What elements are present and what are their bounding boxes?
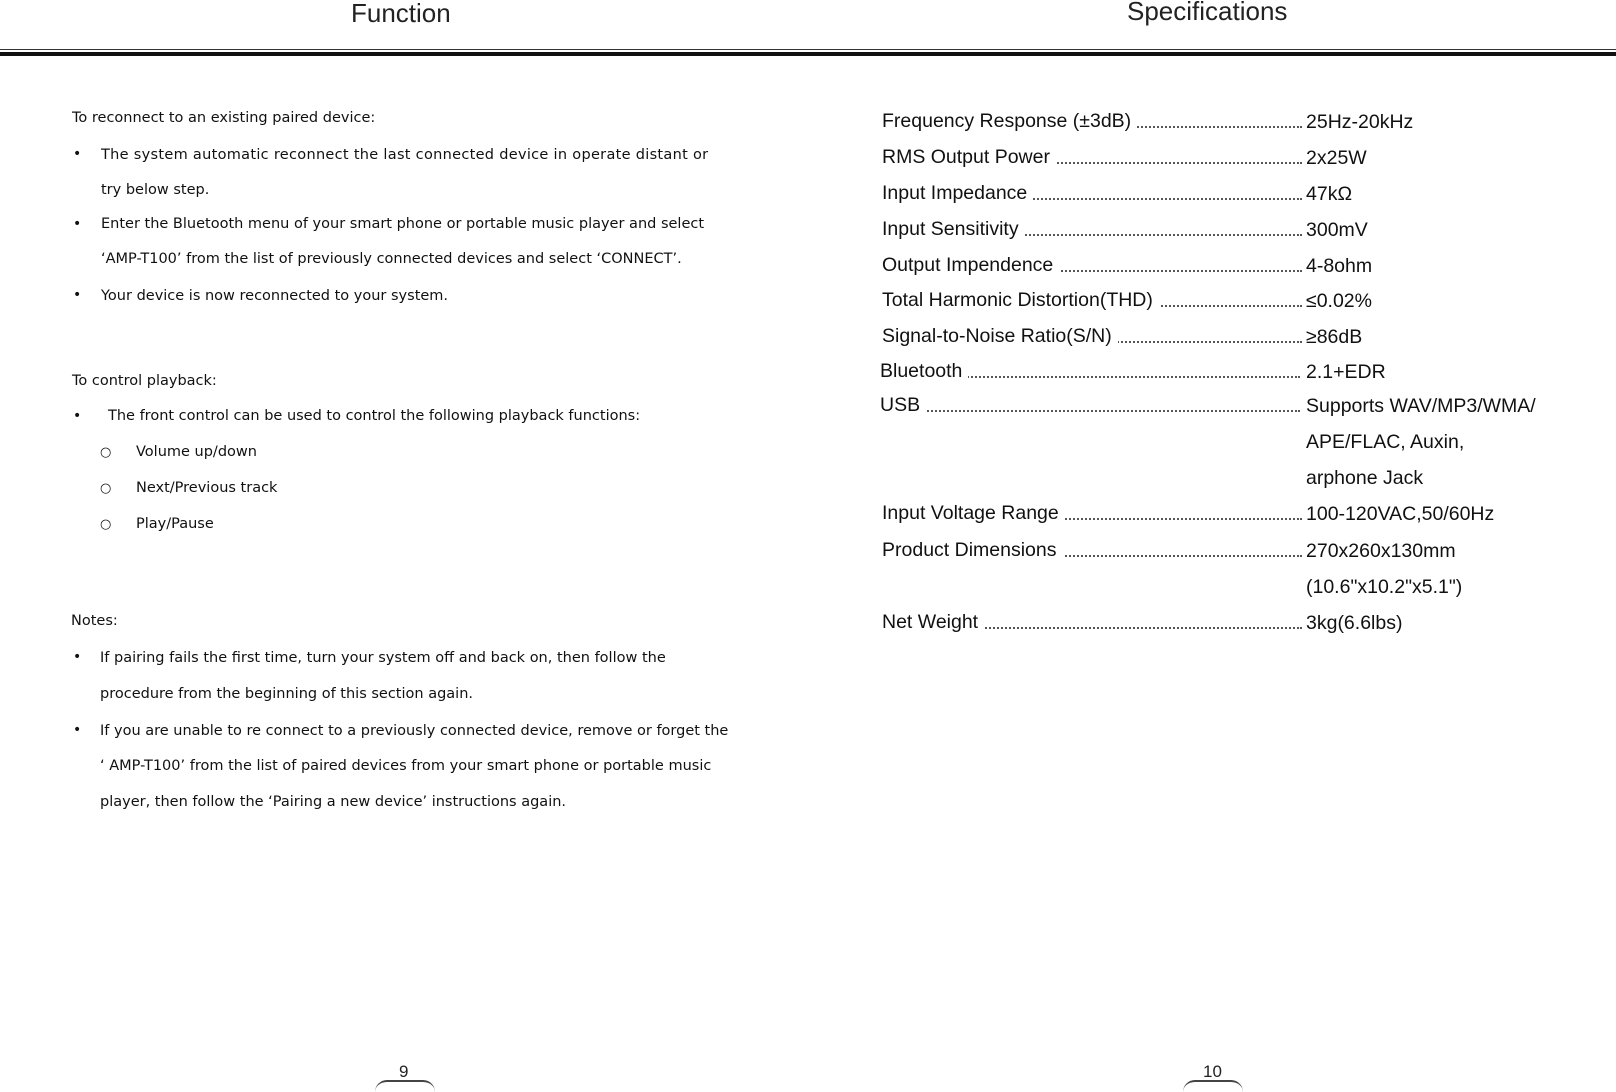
spec-row <box>882 110 1542 136</box>
spec-label: Output Impendence <box>882 254 1059 277</box>
bullet-icon: • <box>73 722 82 738</box>
spec-value-line2: (10.6"x10.2"x5.1") <box>1306 576 1463 598</box>
spec-label: RMS Output Power <box>882 146 1056 169</box>
playback-sub-item: Next/Previous track <box>136 480 278 496</box>
spec-row <box>882 146 1542 172</box>
spec-row <box>882 502 1542 528</box>
reconnect-bullet2-line1: Enter the Bluetooth menu of your smart phone or portable music player and select <box>101 216 705 232</box>
reconnect-bullet1-line1: The system automatic reconnect the last connected device in operate distant or <box>101 147 709 163</box>
spec-value: 2.1+EDR <box>1306 361 1386 383</box>
playback-bullet1: The front control can be used to control the following playback functions: <box>108 408 641 424</box>
spec-row <box>880 394 1540 504</box>
spec-row <box>882 254 1542 280</box>
notes-bullet2-line3: player, then follow the ‘Pairing a new device’ instructions again. <box>100 794 567 810</box>
spec-row <box>882 182 1542 208</box>
spec-value: ≥86dB <box>1306 326 1363 348</box>
spec-value-line2: APE/FLAC, Auxin, <box>1306 431 1465 453</box>
header-rule-thin <box>0 49 1616 50</box>
bullet-icon: • <box>73 287 82 303</box>
spec-label: Input Impedance <box>882 182 1033 205</box>
notes-bullet2-line1: If you are unable to re connect to a previously connected device, remove or forget the <box>100 723 729 739</box>
spec-label: Net Weight <box>882 611 984 634</box>
spec-label: Product Dimensions <box>882 539 1063 562</box>
circle-bullet-icon: ○ <box>100 445 112 460</box>
notes-bullet1-line1: If pairing fails the first time, turn your system off and back on, then follow the <box>100 650 666 666</box>
playback-sub-item: Play/Pause <box>136 516 214 532</box>
page-number-right: 10 <box>1203 1062 1222 1081</box>
spec-label: Total Harmonic Distortion(THD) <box>882 289 1159 312</box>
reconnect-bullet1-line2: try below step. <box>101 182 210 198</box>
dot-leader <box>880 410 1300 412</box>
reconnect-bullet2-line2: ‘AMP-T100’ from the list of previously connected devices and select ‘CONNECT’. <box>101 251 682 267</box>
spec-row <box>882 539 1542 611</box>
spec-value: ≤0.02% <box>1306 290 1372 312</box>
spec-label: Bluetooth <box>880 360 968 383</box>
playback-heading: To control playback: <box>72 373 217 389</box>
playback-sub-item: Volume up/down <box>136 444 257 460</box>
spec-row <box>882 218 1542 244</box>
notes-heading: Notes: <box>71 613 118 629</box>
spec-label: Input Sensitivity <box>882 218 1025 241</box>
bullet-icon: • <box>73 146 82 162</box>
spec-value: 100-120VAC,50/60Hz <box>1306 503 1495 525</box>
spec-label: USB <box>880 394 926 417</box>
notes-bullet1-line2: procedure from the beginning of this section again. <box>100 686 473 702</box>
spec-value: 3kg(6.6lbs) <box>1306 612 1403 634</box>
spec-label: Frequency Response (±3dB) <box>882 110 1137 133</box>
bullet-icon: • <box>73 649 82 665</box>
page-number-left: 9 <box>399 1062 409 1081</box>
spec-value: Supports WAV/MP3/WMA/ <box>1306 395 1536 417</box>
bullet-icon: • <box>73 408 82 424</box>
spec-value: 300mV <box>1306 219 1368 241</box>
spec-row <box>882 289 1542 315</box>
circle-bullet-icon: ○ <box>100 517 112 532</box>
reconnect-heading: To reconnect to an existing paired device: <box>72 110 376 126</box>
page-tab <box>375 1080 435 1092</box>
spec-value: 270x260x130mm <box>1306 540 1456 562</box>
page-tab <box>1183 1080 1243 1092</box>
spec-label: Input Voltage Range <box>882 502 1065 525</box>
spec-row <box>882 611 1542 637</box>
reconnect-bullet3: Your device is now reconnected to your system. <box>101 288 449 304</box>
spec-value: 25Hz-20kHz <box>1306 111 1414 133</box>
bullet-icon: • <box>73 216 82 232</box>
spec-label: Signal-to-Noise Ratio(S/N) <box>882 325 1118 348</box>
spec-value-line3: arphone Jack <box>1306 467 1424 489</box>
function-title: Function <box>351 0 451 28</box>
spec-row <box>882 325 1542 351</box>
spec-value: 2x25W <box>1306 147 1367 169</box>
spec-value: 47kΩ <box>1306 183 1353 205</box>
spec-value: 4-8ohm <box>1306 255 1373 277</box>
header-rule-thick <box>0 52 1616 56</box>
specifications-title: Specifications <box>1127 0 1288 26</box>
notes-bullet2-line2: ‘ AMP-T100’ from the list of paired devices from your smart phone or portable music <box>100 758 712 774</box>
spec-row <box>880 360 1540 386</box>
circle-bullet-icon: ○ <box>100 481 112 496</box>
